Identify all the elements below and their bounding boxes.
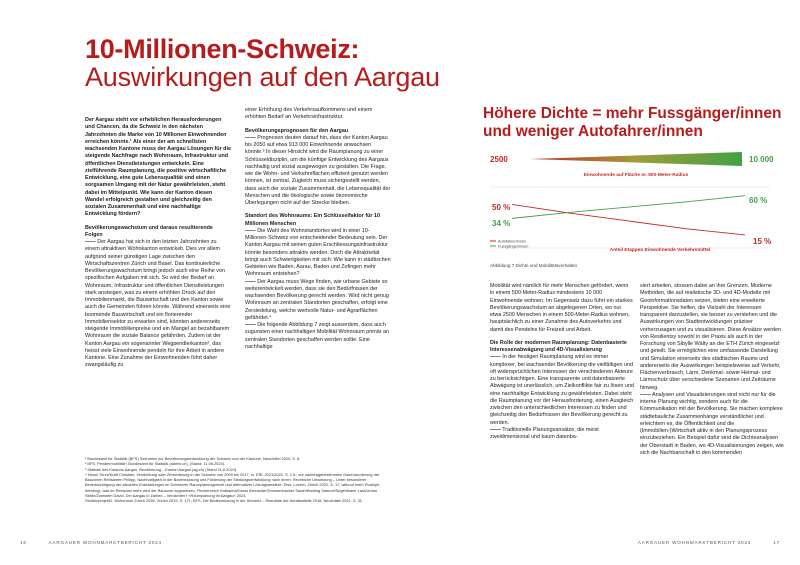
chart-caption: Abbildung 7 Dichte und Mobilitätsverhalten: [490, 263, 578, 268]
section-heading: Bevölkerungswachstum und daraus resultierende Folgen: [85, 224, 213, 238]
footer-publication-right: AARGAUER WOHNMARKTBERICHT 2024: [637, 540, 752, 545]
body-paragraph: [245, 322, 392, 351]
body-paragraph: [85, 239, 232, 370]
paragraph-dash: ——: [490, 354, 501, 361]
paragraph-dash: ——: [640, 391, 651, 398]
series-line-fussgaenger: [512, 196, 745, 219]
density-mobility-chart: [470, 145, 800, 260]
footnote: ¹ Bundesamt für Statistik (BFS) Szenarien zur Bevölkerungsentwicklung der Schweiz und der Kantone, Neuchâtel 2020, S. 8.: [85, 456, 301, 461]
body-text: Die folgende Abbildung 7 zeigt ausserdem, dass auch zugunsten einer nachhaltigen Mobilität Wohnraum primär an zentralen Standorten geschaffen werden sollte. Eine nachhaltige: [245, 322, 390, 350]
density-start-label: 2500: [490, 155, 508, 164]
page-subtitle: Auswirkungen auf den Aargau: [85, 62, 440, 92]
body-text: Der Aargau hat sich in den letzten Jahrzehnten zu einem attraktiven Wohnkanton entwickelt. Dies vor allem aufgrund seiner günstigen Lage zwischen den Wirtschaftszentren Zürich und Basel. Das kontinuierliche Bevölkerungswachstum bringt jedoch auch eine Reihe von spezifischen Aufgaben mit sich. So wird der Bedarf an Wohnraum, Infrastruktur und öffentlichen Dienstleistungen stark ansteigen, was zu einem erhöhten Druck auf den Immobilienmarkt, die Bauwirtschaft und den Kanton sowie auch die Gemeinden führen könnte. Während einerseits eine boomende Bauwirtschaft und ein florierender Immobiliensektor zu erwarten sind, könnten andererseits steigende Immobilienpreise und ein Mangel an bezahlbarem Wohnraum die soziale Balance gefährden. Zudem ist der Kanton Aargau ein sogenannter Wegpendlerkanton², das heisst viele Einwohnende pendeln für ihre Arbeit in andere Kantone. Eine Zunahme der Einwohnenden führt daher zwangsläufig zu: [85, 239, 231, 369]
density-end-label: 10 000: [749, 155, 774, 164]
legend-label-autofahrer: Autofahrer/innen: [498, 239, 527, 244]
paragraph-dash: ——: [245, 134, 256, 141]
text-column-1: [85, 117, 232, 370]
chart-title-line-2: und weniger Autofahrer/innen: [483, 123, 703, 140]
body-paragraph: siert arbeiten, stossen dabei an ihre Grenzen. Moderne Methoden, die auf realistische 3D- und 4D-Modelle mit Geoinformationsdaten setzen, bieten eine erweiterte Perspektive. Sie helfen, die Vielzahl der Interessen transparent darzustellen, sie besser zu verstehen und die Auswirkungen von Stadtentwicklungen präziser vorherzusagen und zu visualisieren. Diese Ansätze werden von Resilientsy sowohl in der Praxis als auch in der Forschung von Sibylle Wälty an der ETH Zürich eingesetzt und geteilt. Sie ermöglichen eine umfassende Darstellung und Simulation einerseits des städtischen Raums und andererseits der Auswirkungen beispielsweise auf Verkehr, Flächenverbrauch, Lärm, Denkmal- sowie Heimat- und Lärmschutz über verschiedene Szenarien und Zeiträume hinweg.: [640, 283, 782, 391]
footer-right: [638, 540, 780, 545]
autofahrer-start-label: 50 %: [492, 203, 511, 212]
section-heading: Die Rolle der modernen Raumplanung: Datenbasierte Interessenabwägung und 4D-Visualisierung: [490, 339, 627, 353]
paragraph-dash: ——: [490, 426, 501, 433]
paragraph-dash: ——: [245, 227, 256, 234]
text-column-2: [245, 107, 392, 351]
autofahrer-end-label: 15 %: [753, 237, 772, 246]
body-paragraph: Mobilität wird nämlich für mehr Menschen gefördert, wenn in einem 500-Meter-Radius mindestens 10 000 Einwohnende wohnen. Im Gegensatz dazu führt ein starkes Bevölkerungswachstum an abgelegenen Orten, wo nur etwa 2500 Menschen in einem 500-Meter-Radius wohnen, hauptsächlich zu einer Zunahme des Autoverkehrs und damit des Pendelns für Freizeit und Arbeit.: [490, 283, 633, 333]
footnote: Studienprojekt2, Wohnraum Zürich 2050, Zürich 2019, S. 17f.; BFS, Die Bodennutzung in der Schweiz – Resultate der Arealstatistik 2018, Neuchâtel 2021, S. 31.: [85, 498, 364, 504]
footnotes: [85, 456, 395, 504]
body-paragraph: [245, 279, 392, 323]
body-paragraph: [245, 135, 392, 208]
page-number-right: 17: [773, 540, 780, 545]
fussgaenger-start-label: 34 %: [492, 219, 511, 228]
paragraph-dash: ——: [85, 239, 96, 245]
density-wedge: [530, 152, 742, 166]
body-paragraph: [245, 228, 392, 279]
body-text: Traditionelle Planungsansätze, die meist zweidimensional und kaum datenba-: [490, 426, 599, 440]
section-heading: Standort des Wohnraums: Ein Schlüsselfaktor für 10 Millionen Menschen: [245, 213, 380, 227]
body-text: Die Wahl des Wohnstandortes wird in einer 10-Millionen-Schweiz von entscheidender Bedeutung sein. Der Kanton Aargau mit seinen guten Erschliessungsinfrastruktur könnte besonders attraktiv werden. Doch die Attraktivität bringt auch Schwierigkeiten mit sich: Wie kann in städtischen Gebieten wie Baden, Aarau, Baden und Zofingen mehr Wohnraum entstehen?: [245, 227, 391, 278]
body-paragraph: [490, 427, 634, 442]
intro-paragraph: Der Aargau steht vor erheblichen Herausforderungen und Chancen, da die Schweiz in den nächsten Jahrzehnten die Marke von 10 Millionen Einwohnenden erreichen könnte.¹ Als einer der am schnellsten wachsenden Kantone muss der Aargau Lösungen für die steigende Nachfrage nach Wohnraum, Infrastruktur und öffentlichen Dienstleistungen entwickeln. Eine zielführende Raumplanung, die positive wirtschaftliche Entwicklung, eine gute Lebensqualität und einen sorgsamen Umgang mit der Natur gewährleisten, steht dabei im Mittelpunkt. Wie kann der Kanton diesen Wandel erfolgreich gestalten und gleichzeitig den sozialen Zusammenhalt und eine nachhaltige Entwicklung fördern?: [85, 117, 231, 218]
section-heading: Bevölkerungsprognosen für den Aargau: [245, 127, 349, 134]
body-text: Der Aargau muss Wege finden, wie urbane Gebiete so weiterentwickelt werden, dass sie den Bedürfnissen der wachsenden Bevölkerung gerecht werden. Wird nicht genug Wohnraum an zentralen Standorten geschaffen, erfolgt eine Zersiedelung, welche wertvolle Natur- und Agrarflächen gefährdet.⁴: [245, 278, 389, 321]
chart-title-line-1: Höhere Dichte = mehr Fussgänger/innen: [483, 105, 782, 122]
text-column-4: [640, 283, 785, 457]
x-axis-label: Anteil Etappen Einwohnende Verkehrsmittel: [609, 248, 711, 253]
body-text: Analysen und Visualisierungen sind nicht nur für die interne Planung wichtig, sondern auch für die Kommunikation mit der Bevölkerung. Sie machen komplexe städtebauliche Zusammenhänge verständlicher und erleichtern es, die Öffentlichkeit und die (Immobilien-)Wirtschaft aktiv in den Planungsprozess einzubeziehen. Ein Beispiel dafür sind die Dichteanalysen der Oberstadt in Baden, wo 4D-Visualisierungen zeigen, wie sich die Nachbarschaft in den kommenden: [640, 391, 784, 456]
footnote: ³ Statistik des Kantons Aargau, Bevölkerung – Kanton Aargau (ag.ch) (Stand 11.6.2024).: [85, 466, 238, 472]
body-text: Prognosen deuten darauf hin, dass der Kanton Aargau bis 2050 auf etwa 913 000 Einwohnende anwachsen könnte.³ In dieser Hinsicht wird die Raumplanung zu einer Schlüsseldisziplin, um die künftige Entwicklung des Aargaus nachhaltig und sozial ausgewogen zu gestalten. Die Frage, wie die Wohn- und Verkehrsflächen effizient genutzt werden können, ist zentral. Zugleich muss sichergestellt werden, dass auch der soziale Zusammenhalt, die Lebensqualität der Menschen und die ökologische sowie ökonomische Überlegungen nicht auf der Strecke bleiben.: [245, 134, 391, 206]
legend-label-fussgaenger: Fussgänger/innen: [498, 244, 529, 249]
footer-publication-left: AARGAUER WOHNMARKTBERICHT 2024: [48, 540, 162, 545]
page-number-left: 16: [20, 540, 27, 545]
body-paragraph: einer Erhöhung des Verkehrsaufkommens und einem erhöhten Bedarf an Verkehrsinfrastruktur.: [245, 107, 373, 121]
chart-title: [483, 105, 781, 141]
body-text: In der heutigen Raumplanung wird es immer komplexer, bei wachsender Bevölkerung die vielfältigen und oft widersprüchlichen Interessen der verschiedenen Akteure zu berücksichtigen. Eine transparente und datenbasierte Abwägung ist unerlässlich, um Zielkonflikte fair zu lösen und eine nachhaltige Entwicklung zu gewährleisten. Dabei steht die Raumplanung vor der Herausforderung, einen Ausgleich zwischen den unterschiedlichen Interessen zu finden und gleichzeitig den Bedürfnissen der Bevölkerung gerecht zu werden.: [490, 354, 634, 426]
paragraph-dash: ——: [245, 278, 256, 285]
paragraph-dash: ——: [245, 322, 256, 328]
series-line-autofahrer: [512, 204, 745, 235]
footnote: ⁴ Hanni Trinni/Kraft Christian, Verdichtung oder Zersiedelung in der Schweiz von 2009 bis 2017, in: ERL 2021/2022, S. 1 ff.; zur nachfragebestimmten Dimensionierung der Bauzonen Rebsamen Philipp, Nachhaltigkeit in der Bodennutzung und Förderung der Siedlungsentwicklung nach innen: Rechtliche Umsetzung – Unter besonderer Berücksichtigung der aktuellen Entwicklungen im Schweizer Raumplanungsrecht und alternativer Lösungsansätze, Diss. Luzern, Zürich 2022, S. 17; without mehr Rudolph, Werdingl, was im Richtplan mehr wird der Bauzone zugewiesen, Fleckenreich Katharina/Gross Alexander/Grossenbacher Sarah/Kissling Samuel/Segenthaler Lara/Urban Sibille/Zumstein David, Der Aargau in Zahlen – Verdichten? «Raumplanung im Aargau» 2023,: [85, 471, 381, 499]
fussgaenger-end-label: 60 %: [749, 196, 768, 205]
density-axis-label: Einwohnende auf Fläche m. 500-Meter-Radius: [583, 173, 689, 178]
footnote: ² BFS, Pendlermobilität / Bundesamt für Statistik (admin.ch), (Stand: 11.06.2024).: [85, 461, 226, 467]
body-paragraph: [490, 354, 634, 427]
page-title: 10-Millionen-Schweiz:: [85, 34, 360, 64]
text-column-3: [490, 283, 634, 441]
body-paragraph: [640, 392, 785, 457]
footer-left: [20, 540, 162, 545]
